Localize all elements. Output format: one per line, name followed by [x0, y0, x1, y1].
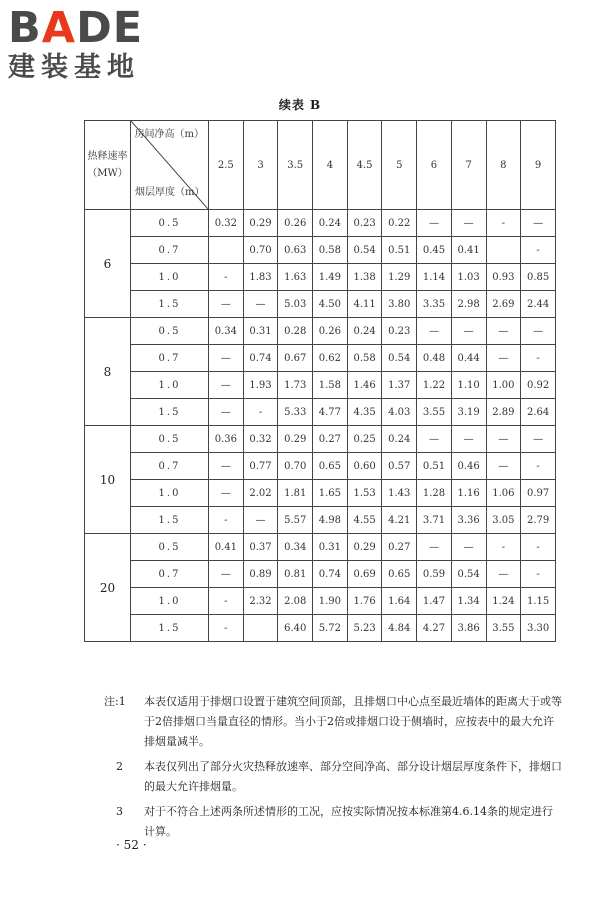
- smoke-layer-thickness-cell: 0.5: [131, 210, 209, 237]
- exhaust-value-cell: 1.15: [521, 588, 556, 615]
- exhaust-value-cell: 1.43: [382, 480, 417, 507]
- exhaust-value-cell: —: [209, 480, 244, 507]
- exhaust-value-cell: 0.74: [313, 561, 348, 588]
- exhaust-value-cell: 1.37: [382, 372, 417, 399]
- exhaust-value-cell: 3.86: [451, 615, 486, 642]
- exhaust-value-cell: 0.54: [451, 561, 486, 588]
- exhaust-value-cell: 4.55: [347, 507, 382, 534]
- height-col-2-5: 2.5: [209, 121, 244, 210]
- exhaust-value-cell: 1.90: [313, 588, 348, 615]
- exhaust-value-cell: 0.48: [417, 345, 452, 372]
- exhaust-value-cell: 0.34: [278, 534, 313, 561]
- exhaust-value-cell: 0.36: [209, 426, 244, 453]
- exhaust-value-cell: —: [417, 318, 452, 345]
- logo-letter-a: A: [41, 3, 77, 53]
- exhaust-value-cell: 2.69: [486, 291, 521, 318]
- exhaust-value-cell: —: [417, 210, 452, 237]
- exhaust-value-cell: —: [486, 345, 521, 372]
- exhaust-value-cell: 3.30: [521, 615, 556, 642]
- exhaust-value-cell: —: [209, 372, 244, 399]
- exhaust-value-cell: 0.85: [521, 264, 556, 291]
- exhaust-value-cell: 0.92: [521, 372, 556, 399]
- exhaust-value-cell: 0.77: [243, 453, 278, 480]
- exhaust-value-cell: —: [243, 291, 278, 318]
- logo-subtitle: 建装基地: [8, 52, 140, 83]
- exhaust-value-cell: 1.46: [347, 372, 382, 399]
- note-1-text: 本表仅适用于排烟口设置于建筑空间顶部，且排烟口中心点至最近墙体的距离大于或等于2倍排烟口当量直径的情形。当小于2倍或排烟口设于侧墙时，应按表中的最大允许排烟量减半。: [144, 695, 562, 748]
- smoke-exhaust-table: [84, 120, 556, 642]
- height-col-3: 3: [243, 121, 278, 210]
- exhaust-value-cell: 5.72: [313, 615, 348, 642]
- exhaust-value-cell: —: [451, 426, 486, 453]
- exhaust-value-cell: —: [486, 453, 521, 480]
- exhaust-value-cell: —: [486, 318, 521, 345]
- height-col-9: 9: [521, 121, 556, 210]
- exhaust-value-cell: [209, 237, 244, 264]
- exhaust-value-cell: 1.34: [451, 588, 486, 615]
- exhaust-value-cell: 0.97: [521, 480, 556, 507]
- exhaust-value-cell: -: [243, 399, 278, 426]
- note-1-number: 注:1: [104, 695, 126, 708]
- table-row: [85, 561, 556, 588]
- exhaust-value-cell: 0.60: [347, 453, 382, 480]
- logo-letter-b: B: [8, 3, 42, 53]
- exhaust-value-cell: 0.31: [313, 534, 348, 561]
- exhaust-value-cell: -: [209, 507, 244, 534]
- exhaust-value-cell: 3.05: [486, 507, 521, 534]
- exhaust-value-cell: 4.11: [347, 291, 382, 318]
- table-row: [85, 588, 556, 615]
- smoke-layer-thickness-cell: 0.7: [131, 561, 209, 588]
- table-body: [85, 210, 556, 642]
- logo-wordmark: [8, 3, 180, 53]
- exhaust-value-cell: 0.51: [417, 453, 452, 480]
- exhaust-value-cell: 0.29: [278, 426, 313, 453]
- header-row: [85, 121, 556, 210]
- exhaust-value-cell: 0.37: [243, 534, 278, 561]
- exhaust-value-cell: —: [243, 507, 278, 534]
- table-row: [85, 210, 556, 237]
- exhaust-value-cell: 3.55: [417, 399, 452, 426]
- smoke-layer-thickness-cell: 1.0: [131, 264, 209, 291]
- exhaust-value-cell: 0.41: [451, 237, 486, 264]
- smoke-layer-thickness-cell: 0.5: [131, 426, 209, 453]
- note-2-text: 本表仅列出了部分火灾热释放速率、部分空间净高、部分设计烟层厚度条件下，排烟口的最大允许排烟量。: [144, 760, 562, 793]
- height-col-5: 5: [382, 121, 417, 210]
- exhaust-value-cell: -: [521, 237, 556, 264]
- exhaust-value-cell: -: [521, 534, 556, 561]
- smoke-layer-thickness-cell: 1.5: [131, 507, 209, 534]
- exhaust-value-cell: —: [486, 426, 521, 453]
- exhaust-value-cell: 0.54: [382, 345, 417, 372]
- exhaust-value-cell: 4.84: [382, 615, 417, 642]
- exhaust-value-cell: 0.29: [347, 534, 382, 561]
- exhaust-value-cell: 0.44: [451, 345, 486, 372]
- smoke-layer-thickness-cell: 1.0: [131, 372, 209, 399]
- notes-section: [104, 692, 562, 847]
- exhaust-value-cell: —: [209, 399, 244, 426]
- exhaust-value-cell: 0.81: [278, 561, 313, 588]
- exhaust-value-cell: 0.32: [209, 210, 244, 237]
- exhaust-value-cell: 0.34: [209, 318, 244, 345]
- table-row: [85, 480, 556, 507]
- exhaust-value-cell: 0.58: [347, 345, 382, 372]
- exhaust-value-cell: 0.22: [382, 210, 417, 237]
- exhaust-value-cell: 1.58: [313, 372, 348, 399]
- smoke-layer-thickness-cell: 0.5: [131, 318, 209, 345]
- exhaust-value-cell: 0.93: [486, 264, 521, 291]
- exhaust-value-cell: —: [521, 318, 556, 345]
- exhaust-value-cell: -: [209, 588, 244, 615]
- exhaust-value-cell: 0.46: [451, 453, 486, 480]
- smoke-layer-thickness-cell: 1.5: [131, 291, 209, 318]
- exhaust-value-cell: 4.27: [417, 615, 452, 642]
- exhaust-value-cell: 4.35: [347, 399, 382, 426]
- page-number: · 52 ·: [116, 838, 147, 852]
- exhaust-value-cell: 5.33: [278, 399, 313, 426]
- table-row: [85, 399, 556, 426]
- height-col-4-5: 4.5: [347, 121, 382, 210]
- exhaust-value-cell: 1.16: [451, 480, 486, 507]
- note-1: [104, 692, 562, 752]
- exhaust-value-cell: -: [209, 264, 244, 291]
- exhaust-value-cell: 0.31: [243, 318, 278, 345]
- exhaust-value-cell: 3.19: [451, 399, 486, 426]
- smoke-layer-thickness-cell: 0.7: [131, 345, 209, 372]
- note-3-text: 对于不符合上述两条所述情形的工况，应按实际情况按本标准第4.6.14条的规定进行计算。: [144, 805, 553, 838]
- heat-release-rate-header: 热释速率（MW）: [85, 121, 131, 210]
- table-row: [85, 345, 556, 372]
- smoke-layer-thickness-cell: 1.0: [131, 480, 209, 507]
- logo: [8, 3, 180, 84]
- smoke-layer-thickness-cell: 1.5: [131, 615, 209, 642]
- exhaust-value-cell: 1.47: [417, 588, 452, 615]
- exhaust-value-cell: 0.27: [313, 426, 348, 453]
- exhaust-value-cell: 2.64: [521, 399, 556, 426]
- smoke-layer-thickness-cell: 1.0: [131, 588, 209, 615]
- corner-header-cell: [131, 121, 209, 210]
- exhaust-value-cell: -: [209, 615, 244, 642]
- exhaust-value-cell: -: [521, 345, 556, 372]
- note-3: [116, 802, 562, 842]
- exhaust-value-cell: 0.45: [417, 237, 452, 264]
- exhaust-value-cell: 4.03: [382, 399, 417, 426]
- exhaust-value-cell: 2.98: [451, 291, 486, 318]
- table-row: [85, 264, 556, 291]
- exhaust-value-cell: —: [521, 210, 556, 237]
- height-col-3-5: 3.5: [278, 121, 313, 210]
- exhaust-value-cell: 4.77: [313, 399, 348, 426]
- exhaust-value-cell: 5.23: [347, 615, 382, 642]
- exhaust-value-cell: -: [521, 453, 556, 480]
- exhaust-value-cell: 0.26: [313, 318, 348, 345]
- exhaust-value-cell: 1.03: [451, 264, 486, 291]
- exhaust-value-cell: 0.23: [382, 318, 417, 345]
- exhaust-value-cell: 5.03: [278, 291, 313, 318]
- exhaust-value-cell: 1.53: [347, 480, 382, 507]
- exhaust-value-cell: 1.22: [417, 372, 452, 399]
- exhaust-value-cell: 1.65: [313, 480, 348, 507]
- table-row: [85, 426, 556, 453]
- smoke-layer-thickness-cell: 0.7: [131, 453, 209, 480]
- exhaust-value-cell: 1.76: [347, 588, 382, 615]
- note-2-number: 2: [116, 760, 123, 773]
- exhaust-value-cell: —: [486, 561, 521, 588]
- exhaust-value-cell: 0.67: [278, 345, 313, 372]
- heat-release-rate-cell: 20: [85, 534, 131, 642]
- exhaust-value-cell: 0.51: [382, 237, 417, 264]
- exhaust-value-cell: 1.29: [382, 264, 417, 291]
- exhaust-value-cell: —: [521, 426, 556, 453]
- exhaust-value-cell: [243, 615, 278, 642]
- exhaust-value-cell: -: [486, 534, 521, 561]
- exhaust-value-cell: 1.73: [278, 372, 313, 399]
- exhaust-value-cell: 0.23: [347, 210, 382, 237]
- exhaust-value-cell: 0.70: [278, 453, 313, 480]
- exhaust-value-cell: 0.24: [313, 210, 348, 237]
- heat-release-rate-cell: 6: [85, 210, 131, 318]
- exhaust-value-cell: 1.38: [347, 264, 382, 291]
- exhaust-value-cell: 1.14: [417, 264, 452, 291]
- exhaust-value-cell: 4.50: [313, 291, 348, 318]
- exhaust-value-cell: 1.06: [486, 480, 521, 507]
- height-col-8: 8: [486, 121, 521, 210]
- exhaust-value-cell: 2.44: [521, 291, 556, 318]
- exhaust-value-cell: 0.32: [243, 426, 278, 453]
- exhaust-value-cell: —: [417, 426, 452, 453]
- note-3-number: 3: [116, 805, 123, 818]
- exhaust-value-cell: 0.65: [382, 561, 417, 588]
- heat-release-rate-cell: 10: [85, 426, 131, 534]
- exhaust-value-cell: 0.89: [243, 561, 278, 588]
- exhaust-value-cell: 0.59: [417, 561, 452, 588]
- exhaust-value-cell: 1.49: [313, 264, 348, 291]
- exhaust-value-cell: 2.79: [521, 507, 556, 534]
- table-row: [85, 318, 556, 345]
- exhaust-value-cell: 3.80: [382, 291, 417, 318]
- room-height-label: 房间净高（m）: [134, 129, 204, 140]
- table-row: [85, 507, 556, 534]
- exhaust-value-cell: 1.10: [451, 372, 486, 399]
- exhaust-value-cell: —: [209, 291, 244, 318]
- exhaust-value-cell: 1.00: [486, 372, 521, 399]
- exhaust-value-cell: 0.24: [347, 318, 382, 345]
- exhaust-value-cell: 0.54: [347, 237, 382, 264]
- exhaust-value-cell: —: [209, 561, 244, 588]
- height-col-6: 6: [417, 121, 452, 210]
- exhaust-value-cell: 0.57: [382, 453, 417, 480]
- exhaust-value-cell: 0.28: [278, 318, 313, 345]
- exhaust-value-cell: 3.36: [451, 507, 486, 534]
- exhaust-value-cell: [486, 237, 521, 264]
- smoke-layer-thickness-label: 烟层厚度（m）: [135, 187, 205, 198]
- exhaust-value-cell: 0.26: [278, 210, 313, 237]
- exhaust-value-cell: 3.35: [417, 291, 452, 318]
- exhaust-value-cell: —: [451, 210, 486, 237]
- exhaust-value-cell: 1.81: [278, 480, 313, 507]
- exhaust-value-cell: 0.24: [382, 426, 417, 453]
- exhaust-value-cell: —: [417, 534, 452, 561]
- exhaust-value-cell: 3.55: [486, 615, 521, 642]
- table-row: [85, 291, 556, 318]
- exhaust-value-cell: 1.64: [382, 588, 417, 615]
- exhaust-value-cell: 0.58: [313, 237, 348, 264]
- table-title: 续表 B: [278, 98, 322, 112]
- exhaust-value-cell: 0.69: [347, 561, 382, 588]
- exhaust-value-cell: 1.24: [486, 588, 521, 615]
- note-2: [116, 757, 562, 797]
- exhaust-value-cell: 2.02: [243, 480, 278, 507]
- exhaust-value-cell: 4.21: [382, 507, 417, 534]
- exhaust-value-cell: 1.28: [417, 480, 452, 507]
- exhaust-value-cell: 0.25: [347, 426, 382, 453]
- table-row: [85, 615, 556, 642]
- exhaust-value-cell: —: [451, 318, 486, 345]
- exhaust-value-cell: 2.08: [278, 588, 313, 615]
- exhaust-value-cell: 2.32: [243, 588, 278, 615]
- table-row: [85, 534, 556, 561]
- exhaust-value-cell: 0.41: [209, 534, 244, 561]
- height-col-4: 4: [313, 121, 348, 210]
- table-row: [85, 237, 556, 264]
- logo-letters-de: DE: [76, 3, 144, 53]
- smoke-layer-thickness-cell: 0.5: [131, 534, 209, 561]
- exhaust-value-cell: 0.27: [382, 534, 417, 561]
- height-col-7: 7: [451, 121, 486, 210]
- table-row: [85, 453, 556, 480]
- table-row: [85, 372, 556, 399]
- exhaust-value-cell: 1.83: [243, 264, 278, 291]
- exhaust-value-cell: 5.57: [278, 507, 313, 534]
- exhaust-value-cell: 0.29: [243, 210, 278, 237]
- heat-release-rate-cell: 8: [85, 318, 131, 426]
- exhaust-value-cell: 1.63: [278, 264, 313, 291]
- exhaust-value-cell: -: [486, 210, 521, 237]
- exhaust-value-cell: 1.93: [243, 372, 278, 399]
- exhaust-value-cell: 6.40: [278, 615, 313, 642]
- exhaust-value-cell: 0.62: [313, 345, 348, 372]
- exhaust-value-cell: —: [451, 534, 486, 561]
- exhaust-value-cell: 2.89: [486, 399, 521, 426]
- exhaust-value-cell: -: [521, 561, 556, 588]
- exhaust-value-cell: 0.74: [243, 345, 278, 372]
- table-header: [85, 121, 556, 210]
- exhaust-value-cell: —: [209, 345, 244, 372]
- smoke-layer-thickness-cell: 0.7: [131, 237, 209, 264]
- smoke-layer-thickness-cell: 1.5: [131, 399, 209, 426]
- exhaust-value-cell: —: [209, 453, 244, 480]
- exhaust-value-cell: 3.71: [417, 507, 452, 534]
- exhaust-value-cell: 0.70: [243, 237, 278, 264]
- exhaust-value-cell: 0.63: [278, 237, 313, 264]
- exhaust-value-cell: 0.65: [313, 453, 348, 480]
- exhaust-value-cell: 4.98: [313, 507, 348, 534]
